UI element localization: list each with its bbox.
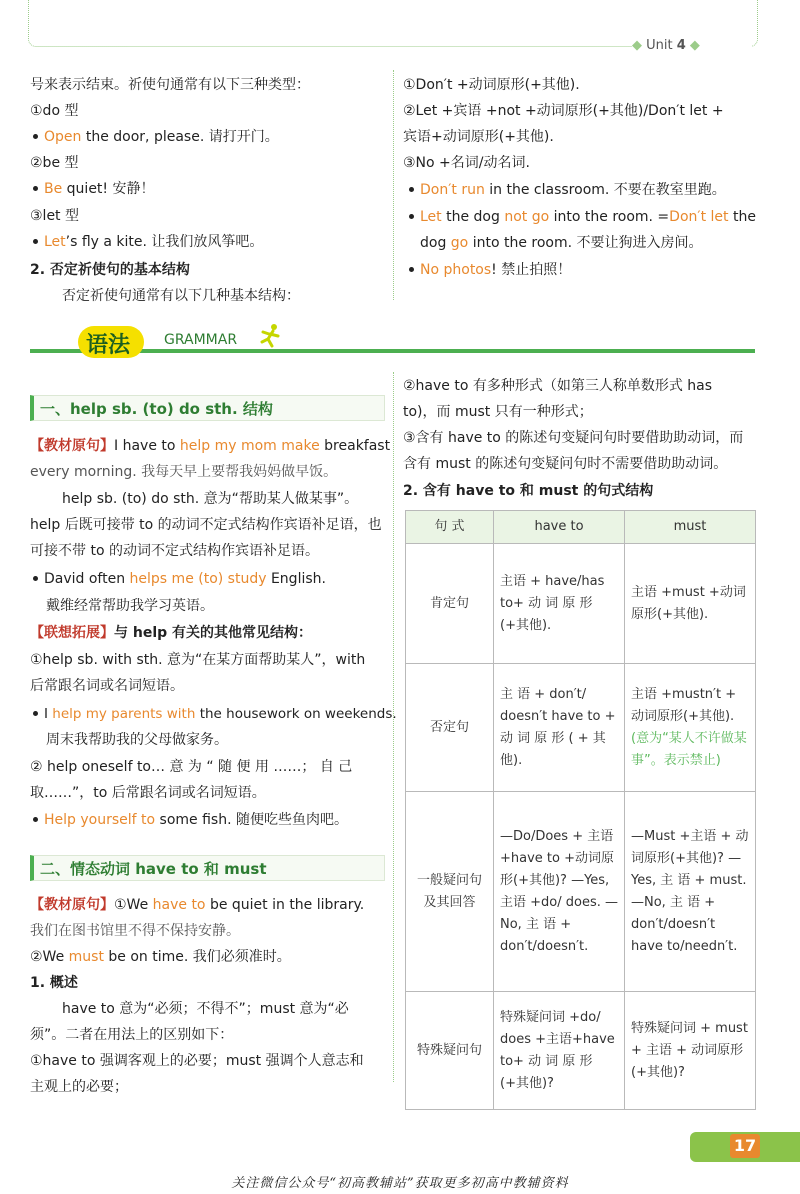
example-open: Open the door, please. 请打开门。 [44,129,279,145]
example-no-photos: No photos! 禁止拍照！ [420,262,572,278]
example-david-cn: 戴维经常帮助我学习英语。 [46,598,214,614]
section2-text: 否定祈使句通常有以下几种基本结构： [62,288,300,304]
table-cell: 主语 + have/has to+ 动 词 原 形 (+其他). [494,544,625,664]
ext-1a: ①help sb. with sth. 意为“在某方面帮助某人”，with [30,652,366,668]
overview-3: ①have to 强调客观上的必要；must 强调个人意志和 [30,1053,364,1069]
overview-1: have to 意为“必须；不得不”；must 意为“必 [62,1001,349,1017]
unit-label: ◆ Unit 4 ◆ [632,38,752,58]
example-parents: I help my parents with the housework on weekends. [44,706,397,722]
example-david: David often helps me (to) study English. [44,571,326,587]
table-header: have to [494,511,625,544]
type-do: ①do 型 [30,103,79,119]
table-cell: 肯定句 [406,544,494,664]
grammar-title: 语法 [86,333,131,358]
original-1: 【教材原句】①We have to be quiet in the library. [30,897,365,913]
runner-icon [258,322,284,350]
example-bullet [33,239,38,244]
extension: 【联想拓展】与 help 有关的其他常见结构： [30,625,313,641]
grammar-subtitle: GRAMMAR [160,332,241,348]
table-row [406,664,756,792]
type-be: ②be 型 [30,155,79,171]
original-2: ②We must be on time. 我们必须准时。 [30,949,291,965]
section1-header [30,395,385,421]
section2-header [30,855,385,881]
structure-table [405,510,756,1110]
table-cell: 否定句 [406,664,494,792]
table-cell: 一般疑问句及其回答 [406,792,494,992]
table-cell: 主语 +mustn′t + 动词原形(+其他).(意为“某人不许做某事”。表示禁止) [625,664,756,792]
example-let-dog-2: dog go into the room. 不要让狗进入房间。 [420,235,703,251]
column-divider [393,70,394,300]
explain-3: 可接不带 to 的动词不定式结构作宾语补足语。 [30,543,319,559]
table-header-row [406,511,756,544]
form-1: ①Don′t +动词原形(+其他). [403,77,580,93]
example-bullet [33,134,38,139]
table-header: 句 式 [406,511,494,544]
example-let: Let’s fly a kite. 让我们放风筝吧。 [44,234,264,250]
example-bullet [409,187,414,192]
table-row [406,992,756,1110]
diff-2a: ②have to 有多种形式（如第三人称单数形式 has [403,378,713,394]
example-bullet [409,214,414,219]
diff-2b: to)，而 must 只有一种形式； [403,404,593,420]
example-bullet [33,576,38,581]
table-cell: —Must +主语 + 动词原形(+其他)? —Yes, 主 语 + must. —No, 主 语 + don′t/doesn′t have to/needn′t. [625,792,756,992]
example-parents-cn: 周末我帮助我的父母做家务。 [46,732,228,748]
ext-2b: 取……”，to 后常跟名词或名词短语。 [30,785,266,801]
diff-3a: ③含有 have to 的陈述句变疑问句时要借助助动词，而 [403,430,744,446]
example-bullet [33,817,38,822]
form-2a: ②Let +宾语 +not +动词原形(+其他)/Don′t let + [403,103,724,119]
type-let: ③let 型 [30,208,79,224]
example-bullet [33,186,38,191]
example-bullet [33,711,38,716]
explain-1: help sb. (to) do sth. 意为“帮助某人做某事”。 [62,491,359,507]
table-header: must [625,511,756,544]
section2-title: 二、情态动词 have to 和 must [40,860,267,878]
page-number: 17 [730,1134,760,1158]
overview-2: 须”。二者在用法上的区别如下： [30,1027,234,1043]
explain-2: help 后既可接带 to 的动词不定式结构作宾语补足语，也 [30,517,382,533]
table-row [406,544,756,664]
table-cell: 特殊疑问词 +do/ does +主语+have to+ 动 词 原 形 (+其他)? [494,992,625,1110]
subheading-structure: 2. 含有 have to 和 must 的句式结构 [403,483,654,499]
overview-4: 主观上的必要； [30,1079,128,1095]
table-row [406,792,756,992]
section1-title: 一、help sb. (to) do sth. 结构 [40,400,273,418]
original-sentence-2: every morning. 我每天早上要帮我妈妈做早饭。 [30,464,338,480]
subheading-overview: 1. 概述 [30,975,78,991]
unit-text: Unit [646,38,673,53]
form-3: ③No +名词/动名词. [403,155,530,171]
table-cell: 特殊疑问句 [406,992,494,1110]
diff-3b: 含有 must 的陈述句变疑问句时不需要借助助动词。 [403,456,728,472]
example-be: Be quiet! 安静！ [44,181,155,197]
section2-title: 2. 否定祈使句的基本结构 [30,262,190,278]
intro-line: 号来表示结束。祈使句通常有以下三种类型： [30,77,310,93]
example-let-dog: Let the dog not go into the room. =Don′t let the [420,209,756,225]
example-help-yourself: Help yourself to some fish. 随便吃些鱼肉吧。 [44,812,348,828]
original-1-cn: 我们在图书馆里不得不保持安静。 [30,923,240,939]
ext-1b: 后常跟名词或名词短语。 [30,678,184,694]
unit-number: 4 [676,38,686,53]
example-dont-run: Don′t run in the classroom. 不要在教室里跑。 [420,182,726,198]
footer-text: 关注微信公众号“初高教辅站”获取更多初高中教辅资料 [231,1176,569,1191]
original-sentence: 【教材原句】I have to help my mom make breakfast [30,438,391,454]
form-2b: 宾语+动词原形(+其他). [403,129,554,145]
example-bullet [409,267,414,272]
table-cell: 主语 +must +动词原形(+其他). [625,544,756,664]
column-divider-mid [393,372,394,1082]
table-cell: 主 语 + don′t/ doesn′t have to + 动 词 原 形 ( + 其 他). [494,664,625,792]
ext-2a: ② help oneself to… 意 为 “ 随 便 用 ……； 自 己 [30,759,353,775]
table-cell: 特殊疑问词 + must + 主语 + 动词原形(+其他)? [625,992,756,1110]
table-cell: —Do/Does + 主语+have to +动词原形(+其他)? —Yes, 主语 +do/ does. —No, 主 语 + don′t/doesn′t. [494,792,625,992]
